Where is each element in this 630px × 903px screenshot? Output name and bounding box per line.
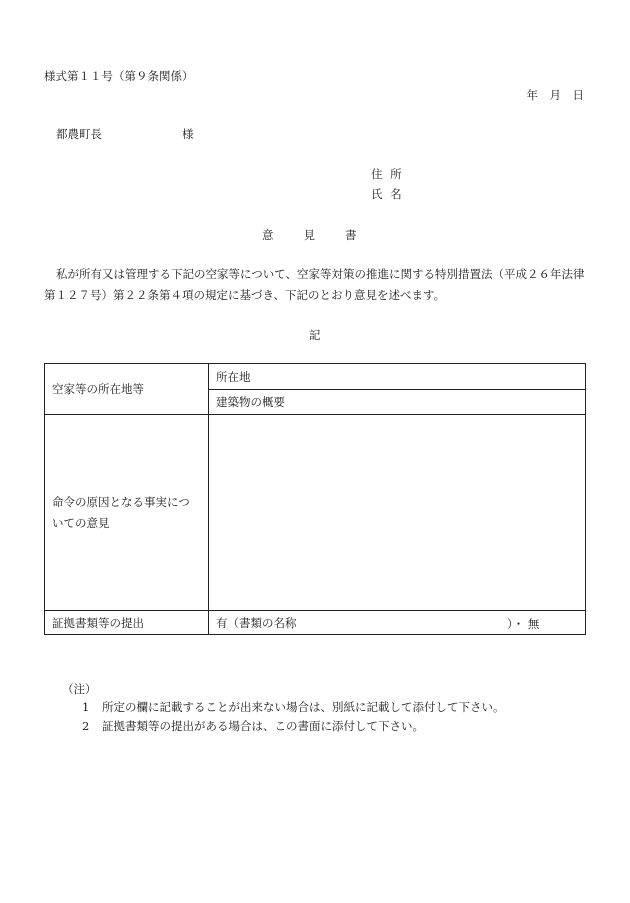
submission-field[interactable]: [209, 611, 586, 635]
submission-option-close: ）・ 無: [507, 617, 540, 631]
opinion-form-table: [44, 363, 586, 635]
submission-option-open: 有（書類の名称: [216, 615, 297, 630]
note-number: 2: [82, 719, 90, 733]
location-sub-label: 所在地: [216, 369, 251, 384]
addressee: [56, 126, 194, 142]
location-field[interactable]: [209, 364, 586, 390]
table-row: [45, 364, 586, 390]
location-label: 空家等の所在地等: [52, 382, 144, 396]
note-item: [82, 699, 505, 715]
addressee-name: 都農町長: [56, 127, 102, 141]
note-item: [82, 718, 424, 734]
note-text: 所定の欄に記載することが出来ない場合は、別紙に記載して添付して下さい。: [102, 700, 505, 714]
ki-heading: 記: [309, 328, 321, 342]
note-number: 1: [82, 700, 90, 714]
building-sub-label: 建築物の概要: [216, 395, 285, 409]
table-row: [45, 611, 586, 635]
opinion-label: 命令の原因となる事実についての意見: [52, 494, 190, 530]
submission-label-cell: [45, 611, 209, 635]
body-paragraph: 私が所有又は管理する下記の空家等について、空家等対策の推進に関する特別措置法（平成２６年法律第１２７号）第２２条第４項の規定に基づき、下記のとおり意見を述べます。: [44, 267, 585, 302]
building-field[interactable]: [209, 390, 586, 415]
date-line: 年 月 日: [526, 88, 584, 102]
sender-address-label: 住 所: [371, 167, 404, 181]
addressee-honorific: 様: [182, 127, 194, 141]
note-text: 証拠書類等の提出がある場合は、この書面に添付して下さい。: [102, 719, 424, 733]
sender-name-label: 氏 名: [371, 187, 404, 201]
table-row: [45, 415, 586, 611]
opinion-label-cell: [45, 415, 209, 611]
notes-heading: （注）: [62, 682, 97, 696]
document-title: 意見書: [262, 228, 387, 242]
location-label-cell: [45, 364, 209, 415]
opinion-field[interactable]: [209, 415, 586, 611]
submission-label: 証拠書類等の提出: [52, 615, 144, 630]
form-number: 様式第１１号（第９条関係）: [44, 69, 194, 83]
